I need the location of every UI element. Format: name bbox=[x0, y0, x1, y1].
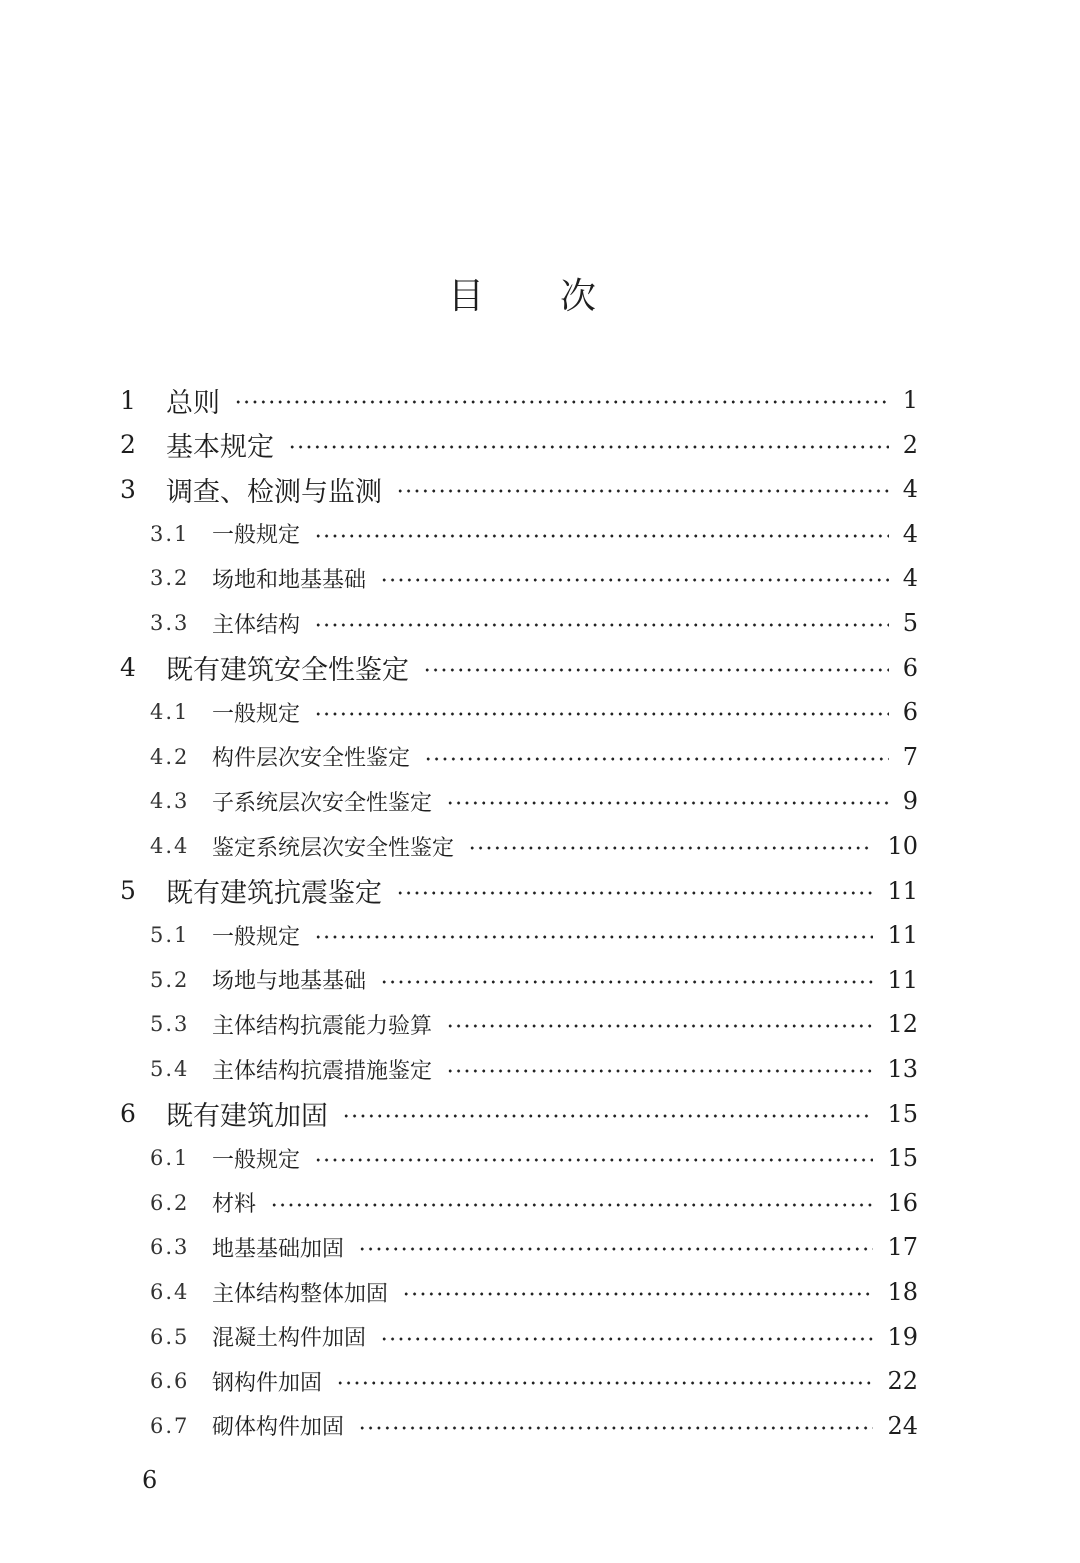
toc-chapter-row[interactable] bbox=[0, 378, 1080, 422]
toc-entry-title: 场地和地基基础 bbox=[212, 567, 367, 593]
toc-entry-page-number: 11 bbox=[887, 965, 918, 994]
toc-section-row[interactable] bbox=[0, 1002, 1080, 1046]
toc-section-row[interactable] bbox=[0, 1181, 1080, 1225]
toc-chapter-row[interactable] bbox=[0, 646, 1080, 690]
toc-entry-number: 6.3 bbox=[150, 1235, 190, 1260]
toc-entry-page-number: 15 bbox=[887, 1144, 918, 1173]
toc-entry-number: 2 bbox=[120, 430, 136, 460]
toc-entry-title: 既有建筑抗震鉴定 bbox=[166, 878, 382, 910]
toc-section-row[interactable] bbox=[0, 601, 1080, 645]
toc-entry-number: 3.3 bbox=[150, 611, 190, 635]
toc-dot-leader bbox=[314, 712, 889, 716]
toc-dot-leader bbox=[314, 1158, 873, 1162]
toc-chapter-row[interactable] bbox=[0, 869, 1080, 913]
toc-dot-leader bbox=[314, 935, 873, 939]
toc-entry-title: 场地与地基基础 bbox=[212, 969, 367, 995]
toc-dot-leader bbox=[314, 623, 889, 627]
toc-dot-leader bbox=[380, 1337, 873, 1341]
toc-dot-leader bbox=[446, 1069, 873, 1073]
toc-dot-leader bbox=[336, 1381, 873, 1385]
toc-dot-leader bbox=[358, 1426, 873, 1430]
toc-entry-page-number: 6 bbox=[902, 698, 918, 727]
toc-dot-leader bbox=[424, 757, 889, 761]
toc-entry-number: 5.2 bbox=[150, 967, 190, 992]
toc-section-row[interactable] bbox=[0, 1315, 1080, 1359]
footer-page-number: 6 bbox=[142, 1466, 158, 1494]
toc-entry-number: 6.5 bbox=[150, 1324, 190, 1349]
toc-section-row[interactable] bbox=[0, 913, 1080, 957]
toc-dot-leader bbox=[314, 534, 889, 538]
toc-entry-number: 4.3 bbox=[150, 789, 190, 814]
toc-dot-leader bbox=[342, 1114, 873, 1118]
title-char-1: 目 bbox=[448, 276, 487, 317]
toc-entry-page-number: 5 bbox=[902, 609, 918, 637]
toc-section-row[interactable] bbox=[0, 824, 1080, 868]
toc-entry-page-number: 9 bbox=[902, 787, 918, 816]
toc-entry-page-number: 6 bbox=[902, 653, 918, 682]
toc-entry-number: 3.2 bbox=[150, 566, 190, 591]
toc-section-row[interactable] bbox=[0, 735, 1080, 779]
toc-section-row[interactable] bbox=[0, 556, 1080, 600]
toc-entry-page-number: 4 bbox=[902, 519, 918, 548]
toc-entry-page-number: 2 bbox=[902, 430, 918, 459]
toc-entry-page-number: 19 bbox=[887, 1322, 918, 1351]
toc-entry-title: 一般规定 bbox=[212, 523, 301, 549]
toc-entry-page-number: 4 bbox=[902, 475, 918, 504]
toc-chapter-row[interactable] bbox=[0, 1092, 1080, 1136]
toc-entry-title: 主体结构 bbox=[212, 612, 301, 638]
toc-entry-number: 5.4 bbox=[150, 1057, 190, 1081]
toc-dot-leader bbox=[423, 668, 889, 672]
toc-entry-title: 材料 bbox=[212, 1192, 257, 1218]
toc-entry-number: 5.3 bbox=[150, 1012, 190, 1037]
toc-chapter-row[interactable] bbox=[0, 467, 1080, 511]
toc-dot-leader bbox=[396, 489, 889, 493]
toc-entry-title: 钢构件加固 bbox=[212, 1370, 323, 1396]
toc-entry-number: 4.2 bbox=[150, 744, 190, 769]
toc-entry-number: 4.1 bbox=[150, 700, 190, 725]
toc-section-row[interactable] bbox=[0, 1270, 1080, 1314]
toc-entry-page-number: 4 bbox=[902, 564, 918, 593]
toc-entry-page-number: 18 bbox=[887, 1278, 918, 1306]
toc-dot-leader bbox=[380, 578, 889, 582]
toc-dot-leader bbox=[358, 1247, 873, 1251]
toc-section-row[interactable] bbox=[0, 1225, 1080, 1269]
toc-dot-leader bbox=[446, 801, 889, 805]
toc-dot-leader bbox=[446, 1024, 873, 1028]
toc-dot-leader bbox=[468, 846, 873, 850]
toc-entry-page-number: 16 bbox=[887, 1188, 918, 1217]
toc-section-row[interactable] bbox=[0, 779, 1080, 823]
toc-entry-page-number: 7 bbox=[902, 742, 918, 771]
toc-entry-title: 鉴定系统层次安全性鉴定 bbox=[212, 835, 455, 861]
toc-entry-title: 主体结构整体加固 bbox=[212, 1281, 389, 1307]
toc-entry-title: 构件层次安全性鉴定 bbox=[212, 746, 411, 772]
toc-entry-title: 既有建筑安全性鉴定 bbox=[166, 655, 409, 687]
toc-entry-number: 3.1 bbox=[150, 521, 190, 546]
toc-entry-number: 6 bbox=[120, 1099, 136, 1129]
toc-section-row[interactable] bbox=[0, 1136, 1080, 1180]
toc-entry-title: 既有建筑加固 bbox=[166, 1101, 328, 1133]
toc-section-row[interactable] bbox=[0, 690, 1080, 734]
toc-entry-title: 砌体构件加固 bbox=[212, 1415, 345, 1441]
toc-entry-title: 混凝土构件加固 bbox=[212, 1326, 367, 1352]
toc-dot-leader bbox=[402, 1292, 873, 1296]
toc-entry-title: 总则 bbox=[166, 387, 220, 419]
toc-section-row[interactable] bbox=[0, 1404, 1080, 1448]
toc-entry-number: 5 bbox=[120, 876, 136, 906]
toc-dot-leader bbox=[380, 980, 873, 984]
toc-entry-number: 6.2 bbox=[150, 1190, 190, 1215]
toc-section-row[interactable] bbox=[0, 958, 1080, 1002]
toc-chapter-row[interactable] bbox=[0, 423, 1080, 467]
toc-entry-number: 6.7 bbox=[150, 1413, 190, 1438]
toc-entry-title: 主体结构抗震措施鉴定 bbox=[212, 1058, 433, 1084]
toc-dot-leader bbox=[270, 1203, 873, 1207]
toc-dot-leader bbox=[396, 891, 873, 895]
toc-entry-page-number: 13 bbox=[887, 1055, 918, 1083]
toc-section-row[interactable] bbox=[0, 1047, 1080, 1091]
toc-entry-number: 6.1 bbox=[150, 1146, 190, 1171]
toc-entry-page-number: 11 bbox=[887, 921, 918, 950]
toc-entry-number: 4.4 bbox=[150, 834, 190, 858]
toc-entry-number: 4 bbox=[120, 653, 136, 683]
toc-section-row[interactable] bbox=[0, 512, 1080, 556]
toc-entry-title: 一般规定 bbox=[212, 924, 301, 950]
toc-entry-title: 子系统层次安全性鉴定 bbox=[212, 790, 433, 816]
toc-dot-leader bbox=[234, 400, 889, 404]
toc-entry-page-number: 12 bbox=[887, 1010, 918, 1039]
toc-entry-page-number: 10 bbox=[887, 832, 918, 860]
toc-entry-page-number: 24 bbox=[887, 1411, 918, 1440]
toc-entry-page-number: 15 bbox=[887, 1099, 918, 1128]
toc-entry-number: 6.4 bbox=[150, 1280, 190, 1304]
toc-dot-leader bbox=[288, 445, 889, 449]
toc-entry-title: 基本规定 bbox=[166, 432, 274, 464]
toc-entry-title: 一般规定 bbox=[212, 1147, 301, 1173]
toc-entry-page-number: 1 bbox=[902, 386, 918, 414]
toc-entry-title: 一般规定 bbox=[212, 701, 301, 727]
toc-entry-title: 主体结构抗震能力验算 bbox=[212, 1013, 433, 1039]
toc-entry-title: 调查、检测与监测 bbox=[166, 476, 382, 508]
title-char-2: 次 bbox=[560, 276, 599, 317]
toc-section-row[interactable] bbox=[0, 1359, 1080, 1403]
toc-entry-number: 1 bbox=[120, 385, 136, 415]
toc-entry-page-number: 22 bbox=[887, 1367, 918, 1396]
toc-entry-title: 地基基础加固 bbox=[212, 1236, 345, 1262]
toc-entry-number: 6.6 bbox=[150, 1369, 190, 1394]
toc-entry-page-number: 17 bbox=[887, 1233, 918, 1262]
toc-entry-page-number: 11 bbox=[887, 876, 918, 905]
toc-entry-number: 3 bbox=[120, 474, 136, 504]
toc-entry-number: 5.1 bbox=[150, 923, 190, 948]
